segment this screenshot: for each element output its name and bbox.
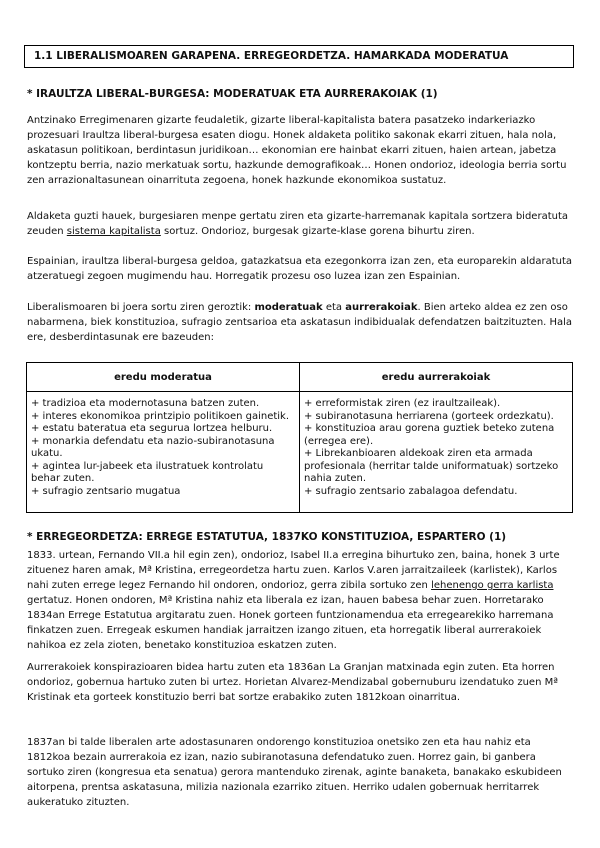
list-item: + agintea lur-jabeek eta ilustratuek kontrolatu behar zuten.: [31, 460, 264, 484]
section1-paragraph-1: Antzinako Erregimenaren gizarte feudaletik, gizarte liberal-kapitalista batera pasatzeko indarkeriazko prozesuari Iraultza liberal-burgesa esaten diogu. Honek aldaketa politiko sakonak ekarri zituen, hala nola, askatasun politikoan, berdintasun juridikoan… ekonomian ere hainbat ekarri zituen, haien artean, jabetza kontzeptu berria, nazio merkatuak sortu, hazkunde demografikoak… Honen ondorioz, ideologia berria sortu zen arrazionaltasunean oinarrituta zegoena, honek hazkunde ekonomikoa sustatuz.: [27, 115, 567, 186]
section2-heading: * ERREGEORDETZA: ERREGE ESTATUTUA, 1837KO KONSTITUZIOA, ESPARTERO (1): [27, 531, 507, 543]
document-title: 1.1 LIBERALISMOAREN GARAPENA. ERREGEORDETZA. HAMARKADA MODERATUA: [24, 45, 574, 68]
bold-term: moderatuak: [254, 302, 323, 313]
paragraph-text: . Bien arteko aldea ez zen oso nabarmena, biek konstituzioa, sufragio zentsarioa eta askatasun indibidualak defendatzen baitzituzten. Hala ere, desberdintasunak ere bazeuden:: [27, 302, 573, 343]
paragraph-text: Liberalismoaren bi joera sortu ziren geroztik:: [27, 302, 255, 313]
table-header-aurrerakoiak: eredu aurrerakoiak: [300, 363, 573, 392]
table-header-row: [27, 363, 573, 392]
list-item: + sufragio zentsario mugatua: [31, 485, 181, 497]
paragraph-text: gertatuz. Honen ondoren, Mª Kristina nahiz eta liberala ez izan, hauen babesa behar zuen. Horretarako 1834an Errege Estatutua argitaratu zuen. Honek gorteen funtzionamendua eta erregearekiko harremana finkatzen zuen. Erregeak eskumen handiak jarraitzen izango zituen, eta horregatik liberal aurrerakoiek nahikoa ez zela zioten, benetako konstituzioa eskatzen zuten.: [27, 595, 554, 651]
paragraph-text: 1833. urtean, Fernando VII.a hil egin zen), ondorioz, Isabel II.a erregina bihurtuko zen, baina, honek 3 urte zituenez haren amak, Mª Kristina, erregeordetza hartu zuen. Karlos V.aren jarraitzaileek (karlistek), Karlos nahi zuten errege legez Fernando hil ondoren, ondorioz, gerra zibila sortuko zen: [27, 550, 560, 591]
section1-heading: * IRAULTZA LIBERAL-BURGESA: MODERATUAK ETA AURRERAKOIAK (1): [27, 88, 438, 100]
paragraph-text: Aldaketa guzti hauek, burgesiaren menpe gertatu ziren eta gizarte-harremanak kapitala sortzera bideratuta zeuden: [27, 211, 569, 237]
sistema-kapitalista-link[interactable]: sistema kapitalista: [66, 226, 161, 237]
list-item: + tradizioa eta modernotasuna batzen zuten.: [31, 398, 260, 409]
section1-paragraph-4: [27, 300, 575, 345]
paragraph-text: sortuz. Ondorioz, burgesak gizarte-klase gorena bihurtu ziren.: [160, 226, 475, 237]
section2-paragraph-3: 1837an bi talde liberalen arte adostasunaren ondorengo konstituzioa onetsiko zen eta hau nahiz eta 1812koa bezain aurrerakoia ez izan, nazio subiranotasuna defendatuko zuen. Horrez gain, bi ganbera sortuko ziren (kongresua eta senatua) gerora mantenduko zirenak, aginte banaketa, banakako eskubideen aitorpena, prentsa askatasuna, milizia nazionala ezarriko zituen. Herriko udalen gobernuak herritarrek aukeratuko zituzten.: [27, 737, 562, 808]
list-item: + Librekanbioaren aldekoak ziren eta armada profesionala (herritar talde uniformatuak) sortzeko nahia zuten.: [304, 448, 559, 484]
list-item: + sufragio zentsario zabalagoa defendatu.: [304, 485, 518, 497]
section1-paragraph-3: Espainian, iraultza liberal-burgesa geldoa, gatazkatsua eta ezegonkorra izan zen, eta europarekin aldaratuta atzeratuegi zegoen mugimendu hau. Horregatik prozesu oso luzea izan zen Espainian.: [27, 256, 572, 282]
list-item: + interes ekonomikoa printzipio politikoen gainetik.: [31, 410, 290, 422]
section2-paragraph-1: [27, 548, 575, 653]
section2-paragraph-2: Aurrerakoiek konspirazioaren bidea hartu zuten eta 1836an La Granjan matxinada egin zuten. Eta horren ondorioz, gobernua hartuko zuten bi urtez. Horietan Alvarez-Mendizabal gobernuburu izendatuko zuen Mª Kristinak eta gorteek konstituzio berri bat sortze erabakiko zuten 1812koan oinarritua.: [27, 662, 558, 703]
moderatua-cell: [27, 392, 300, 513]
aurrerakoiak-cell: [300, 392, 573, 513]
table-header-moderatua: eredu moderatua: [27, 363, 300, 392]
table-row: [27, 392, 573, 513]
bold-term: aurrerakoiak: [345, 302, 418, 313]
list-item: + konstituzioa arau gorena guztiek beteko zutena (erregea ere).: [304, 423, 555, 447]
list-item: + subiranotasuna herriarena (gorteek ordezkatu).: [304, 410, 554, 422]
lehenengo-gerra-karlista-link[interactable]: lehenengo gerra karlista: [431, 580, 554, 591]
section1-paragraph-2: [27, 209, 575, 239]
list-item: + monarkia defendatu eta nazio-subiranotasuna ukatu.: [31, 435, 275, 459]
list-item: + estatu bateratua eta segurua lortzea helburu.: [31, 423, 273, 434]
comparison-table: [26, 362, 573, 513]
paragraph-text: eta: [322, 302, 346, 313]
list-item: + erreformistak ziren (ez iraultzaileak).: [304, 398, 501, 409]
